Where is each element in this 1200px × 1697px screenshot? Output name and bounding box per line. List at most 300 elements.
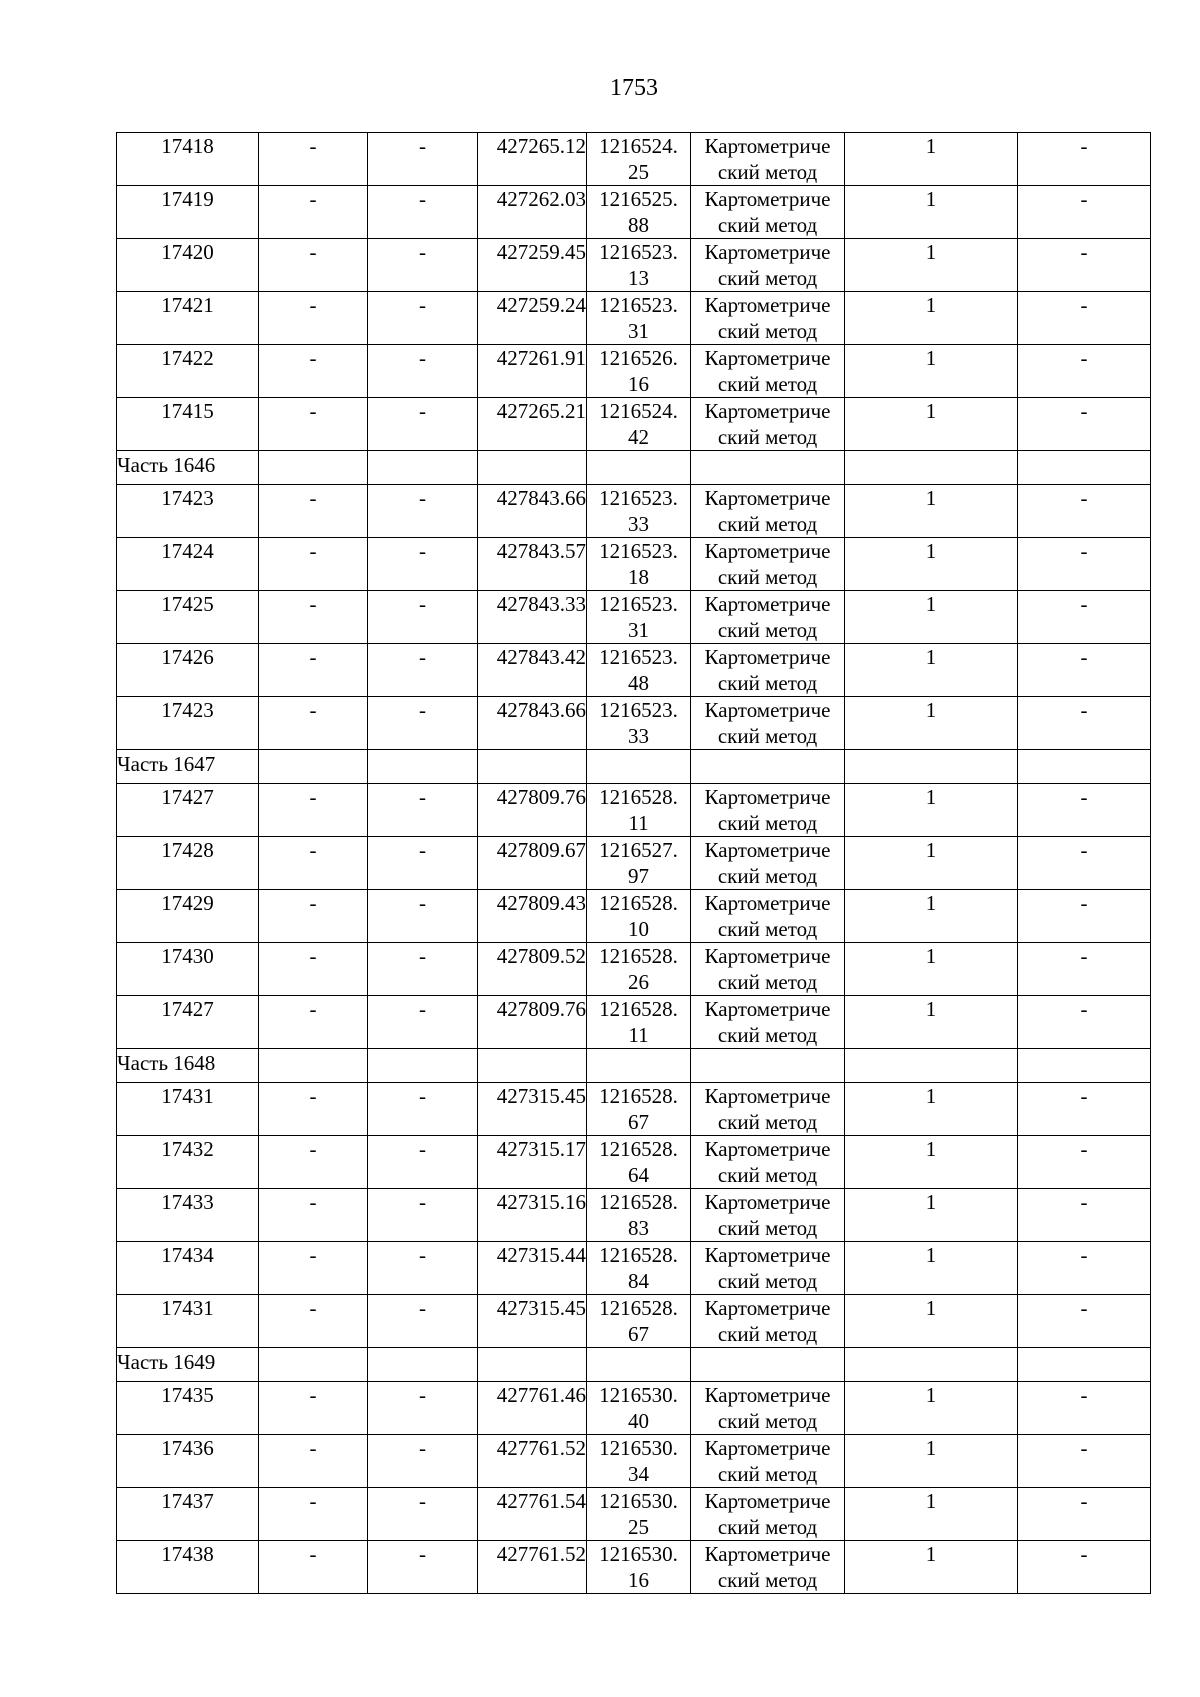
y-coordinate-part1: 1216528. — [599, 1190, 678, 1214]
dash-cell: - — [368, 644, 478, 697]
point-id: 17433 — [117, 1189, 259, 1242]
y-coordinate-part1: 1216527. — [599, 838, 678, 862]
y-coordinate-part2: 25 — [628, 160, 649, 184]
y-coordinate-part2: 67 — [628, 1110, 649, 1134]
dash-cell: - — [368, 398, 478, 451]
dash-cell: - — [368, 133, 478, 186]
point-id: 17434 — [117, 1242, 259, 1295]
y-coordinate-part2: 26 — [628, 970, 649, 994]
method-line-2: ский метод — [717, 1163, 818, 1187]
method-cell — [691, 837, 845, 890]
method-cell — [691, 398, 845, 451]
dash-cell: - — [259, 345, 368, 398]
table-row — [117, 1488, 1151, 1541]
empty-cell — [368, 750, 478, 784]
method-line-2: ский метод — [717, 864, 818, 888]
point-id: 17422 — [117, 345, 259, 398]
x-coordinate: 427315.45 — [478, 1083, 587, 1136]
point-id: 17420 — [117, 239, 259, 292]
y-coordinate — [587, 1136, 691, 1189]
empty-cell — [587, 1348, 691, 1382]
dash-cell: - — [259, 943, 368, 996]
method-line-1: Картометриче — [704, 346, 831, 370]
accuracy-cell: 1 — [845, 1488, 1018, 1541]
method-line-2: ский метод — [717, 1462, 818, 1486]
dash-cell: - — [259, 1083, 368, 1136]
dash-cell: - — [1018, 1382, 1151, 1435]
table-row — [117, 133, 1151, 186]
dash-cell: - — [259, 837, 368, 890]
method-cell — [691, 890, 845, 943]
table-row — [117, 943, 1151, 996]
y-coordinate-part2: 18 — [628, 565, 649, 589]
method-line-1: Картометриче — [704, 645, 831, 669]
dash-cell: - — [368, 837, 478, 890]
dash-cell: - — [368, 186, 478, 239]
method-cell — [691, 1435, 845, 1488]
dash-cell: - — [1018, 538, 1151, 591]
y-coordinate — [587, 1541, 691, 1594]
x-coordinate: 427843.42 — [478, 644, 587, 697]
y-coordinate-part2: 84 — [628, 1269, 649, 1293]
empty-cell — [478, 1049, 587, 1083]
dash-cell: - — [368, 1488, 478, 1541]
accuracy-cell: 1 — [845, 1295, 1018, 1348]
empty-cell — [478, 451, 587, 485]
y-coordinate-part1: 1216523. — [599, 486, 678, 510]
x-coordinate: 427809.43 — [478, 890, 587, 943]
y-coordinate-part2: 48 — [628, 671, 649, 695]
x-coordinate: 427259.24 — [478, 292, 587, 345]
y-coordinate — [587, 133, 691, 186]
table-row — [117, 186, 1151, 239]
table-body — [117, 133, 1151, 1594]
empty-cell — [691, 1049, 845, 1083]
dash-cell: - — [259, 1295, 368, 1348]
dash-cell: - — [259, 292, 368, 345]
x-coordinate: 427259.45 — [478, 239, 587, 292]
dash-cell: - — [1018, 345, 1151, 398]
method-line-1: Картометриче — [704, 1190, 831, 1214]
empty-cell — [368, 1049, 478, 1083]
empty-cell — [259, 1049, 368, 1083]
table-row — [117, 890, 1151, 943]
y-coordinate-part1: 1216528. — [599, 891, 678, 915]
y-coordinate — [587, 1435, 691, 1488]
y-coordinate — [587, 697, 691, 750]
method-line-1: Картометриче — [704, 1542, 831, 1566]
method-line-2: ский метод — [717, 425, 818, 449]
accuracy-cell: 1 — [845, 1242, 1018, 1295]
table-row — [117, 398, 1151, 451]
y-coordinate-part1: 1216524. — [599, 399, 678, 423]
dash-cell: - — [368, 784, 478, 837]
y-coordinate-part2: 16 — [628, 1568, 649, 1592]
empty-cell — [478, 1348, 587, 1382]
point-id: 17427 — [117, 784, 259, 837]
x-coordinate: 427843.66 — [478, 485, 587, 538]
dash-cell: - — [259, 996, 368, 1049]
dash-cell: - — [368, 538, 478, 591]
method-cell — [691, 239, 845, 292]
y-coordinate-part2: 97 — [628, 864, 649, 888]
table-row — [117, 1295, 1151, 1348]
y-coordinate-part1: 1216523. — [599, 293, 678, 317]
method-line-1: Картометриче — [704, 240, 831, 264]
dash-cell: - — [259, 1541, 368, 1594]
x-coordinate: 427809.76 — [478, 784, 587, 837]
method-line-1: Картометриче — [704, 1243, 831, 1267]
dash-cell: - — [368, 1242, 478, 1295]
page-number: 1753 — [610, 75, 658, 101]
y-coordinate-part2: 10 — [628, 917, 649, 941]
y-coordinate — [587, 1382, 691, 1435]
point-id: 17428 — [117, 837, 259, 890]
method-line-2: ский метод — [717, 1110, 818, 1134]
table-row — [117, 1136, 1151, 1189]
part-header-row — [117, 1348, 1151, 1382]
method-cell — [691, 1242, 845, 1295]
method-line-2: ский метод — [717, 970, 818, 994]
accuracy-cell: 1 — [845, 837, 1018, 890]
table-row — [117, 644, 1151, 697]
dash-cell: - — [1018, 996, 1151, 1049]
empty-cell — [691, 750, 845, 784]
method-line-2: ский метод — [717, 671, 818, 695]
dash-cell: - — [1018, 133, 1151, 186]
method-line-1: Картометриче — [704, 486, 831, 510]
dash-cell: - — [259, 890, 368, 943]
empty-cell — [368, 451, 478, 485]
accuracy-cell: 1 — [845, 292, 1018, 345]
point-id: 17425 — [117, 591, 259, 644]
dash-cell: - — [1018, 943, 1151, 996]
accuracy-cell: 1 — [845, 1541, 1018, 1594]
accuracy-cell: 1 — [845, 485, 1018, 538]
table-row — [117, 1189, 1151, 1242]
part-label: Часть 1649 — [117, 1348, 259, 1382]
y-coordinate-part1: 1216528. — [599, 944, 678, 968]
x-coordinate: 427315.45 — [478, 1295, 587, 1348]
method-cell — [691, 1136, 845, 1189]
accuracy-cell: 1 — [845, 133, 1018, 186]
method-cell — [691, 591, 845, 644]
empty-cell — [1018, 1049, 1151, 1083]
table-row — [117, 996, 1151, 1049]
dash-cell: - — [1018, 1083, 1151, 1136]
method-cell — [691, 943, 845, 996]
dash-cell: - — [368, 1382, 478, 1435]
method-line-1: Картометриче — [704, 399, 831, 423]
dash-cell: - — [368, 292, 478, 345]
point-id: 17431 — [117, 1083, 259, 1136]
dash-cell: - — [1018, 1435, 1151, 1488]
dash-cell: - — [259, 1242, 368, 1295]
method-line-2: ский метод — [717, 618, 818, 642]
dash-cell: - — [259, 1136, 368, 1189]
y-coordinate-part2: 83 — [628, 1216, 649, 1240]
dash-cell: - — [368, 1295, 478, 1348]
method-cell — [691, 1541, 845, 1594]
point-id: 17427 — [117, 996, 259, 1049]
y-coordinate-part1: 1216528. — [599, 1243, 678, 1267]
y-coordinate — [587, 292, 691, 345]
method-line-2: ский метод — [717, 1568, 818, 1592]
empty-cell — [259, 451, 368, 485]
point-id: 17423 — [117, 697, 259, 750]
method-line-2: ский метод — [717, 266, 818, 290]
dash-cell: - — [368, 1541, 478, 1594]
y-coordinate-part2: 40 — [628, 1409, 649, 1433]
dash-cell: - — [1018, 697, 1151, 750]
empty-cell — [259, 1348, 368, 1382]
point-id: 17431 — [117, 1295, 259, 1348]
dash-cell: - — [1018, 1295, 1151, 1348]
y-coordinate-part1: 1216523. — [599, 539, 678, 563]
y-coordinate — [587, 1242, 691, 1295]
y-coordinate-part2: 33 — [628, 512, 649, 536]
y-coordinate-part1: 1216523. — [599, 698, 678, 722]
dash-cell: - — [259, 1189, 368, 1242]
point-id: 17432 — [117, 1136, 259, 1189]
method-cell — [691, 1382, 845, 1435]
method-line-2: ский метод — [717, 1409, 818, 1433]
x-coordinate: 427761.46 — [478, 1382, 587, 1435]
method-line-2: ский метод — [717, 160, 818, 184]
empty-cell — [845, 1348, 1018, 1382]
dash-cell: - — [259, 398, 368, 451]
method-line-2: ский метод — [717, 319, 818, 343]
y-coordinate — [587, 591, 691, 644]
table-row — [117, 1382, 1151, 1435]
method-cell — [691, 345, 845, 398]
x-coordinate: 427761.54 — [478, 1488, 587, 1541]
method-line-2: ский метод — [717, 1216, 818, 1240]
method-line-2: ский метод — [717, 565, 818, 589]
dash-cell: - — [368, 1189, 478, 1242]
method-line-1: Картометриче — [704, 293, 831, 317]
point-id: 17437 — [117, 1488, 259, 1541]
method-line-2: ский метод — [717, 917, 818, 941]
method-line-1: Картометриче — [704, 539, 831, 563]
y-coordinate-part2: 25 — [628, 1515, 649, 1539]
y-coordinate — [587, 996, 691, 1049]
method-line-2: ский метод — [717, 1515, 818, 1539]
dash-cell: - — [259, 697, 368, 750]
dash-cell: - — [259, 538, 368, 591]
dash-cell: - — [368, 239, 478, 292]
y-coordinate-part1: 1216530. — [599, 1383, 678, 1407]
y-coordinate — [587, 1083, 691, 1136]
method-line-2: ский метод — [717, 512, 818, 536]
dash-cell: - — [368, 1136, 478, 1189]
y-coordinate — [587, 784, 691, 837]
x-coordinate: 427761.52 — [478, 1541, 587, 1594]
dash-cell: - — [1018, 1189, 1151, 1242]
y-coordinate-part1: 1216530. — [599, 1542, 678, 1566]
accuracy-cell: 1 — [845, 1136, 1018, 1189]
method-line-1: Картометриче — [704, 944, 831, 968]
accuracy-cell: 1 — [845, 996, 1018, 1049]
method-line-2: ский метод — [717, 811, 818, 835]
dash-cell: - — [1018, 1488, 1151, 1541]
empty-cell — [478, 750, 587, 784]
empty-cell — [845, 451, 1018, 485]
x-coordinate: 427315.16 — [478, 1189, 587, 1242]
y-coordinate-part2: 11 — [628, 811, 649, 835]
y-coordinate — [587, 485, 691, 538]
method-cell — [691, 1295, 845, 1348]
empty-cell — [845, 750, 1018, 784]
method-line-1: Картометриче — [704, 1436, 831, 1460]
method-cell — [691, 186, 845, 239]
part-label: Часть 1646 — [117, 451, 259, 485]
empty-cell — [1018, 1348, 1151, 1382]
dash-cell: - — [1018, 890, 1151, 943]
method-line-1: Картометриче — [704, 1383, 831, 1407]
dash-cell: - — [368, 1435, 478, 1488]
x-coordinate: 427761.52 — [478, 1435, 587, 1488]
accuracy-cell: 1 — [845, 345, 1018, 398]
x-coordinate: 427315.17 — [478, 1136, 587, 1189]
dash-cell: - — [259, 644, 368, 697]
point-id: 17430 — [117, 943, 259, 996]
y-coordinate-part1: 1216523. — [599, 240, 678, 264]
dash-cell: - — [1018, 837, 1151, 890]
y-coordinate-part2: 31 — [628, 618, 649, 642]
dash-cell: - — [1018, 1541, 1151, 1594]
dash-cell: - — [368, 485, 478, 538]
method-line-2: ский метод — [717, 1023, 818, 1047]
y-coordinate — [587, 345, 691, 398]
y-coordinate — [587, 1488, 691, 1541]
accuracy-cell: 1 — [845, 1382, 1018, 1435]
method-line-1: Картометриче — [704, 698, 831, 722]
point-id: 17424 — [117, 538, 259, 591]
accuracy-cell: 1 — [845, 239, 1018, 292]
y-coordinate-part2: 88 — [628, 213, 649, 237]
y-coordinate — [587, 186, 691, 239]
point-id: 17436 — [117, 1435, 259, 1488]
table-row — [117, 485, 1151, 538]
dash-cell: - — [1018, 784, 1151, 837]
x-coordinate: 427265.21 — [478, 398, 587, 451]
y-coordinate — [587, 837, 691, 890]
method-cell — [691, 1488, 845, 1541]
dash-cell: - — [1018, 292, 1151, 345]
dash-cell: - — [368, 890, 478, 943]
part-label: Часть 1647 — [117, 750, 259, 784]
y-coordinate-part1: 1216528. — [599, 1084, 678, 1108]
dash-cell: - — [259, 133, 368, 186]
table-row — [117, 1242, 1151, 1295]
method-line-1: Картометриче — [704, 592, 831, 616]
method-cell — [691, 644, 845, 697]
y-coordinate-part2: 11 — [628, 1023, 649, 1047]
method-line-2: ский метод — [717, 1269, 818, 1293]
dash-cell: - — [259, 1488, 368, 1541]
dash-cell: - — [259, 186, 368, 239]
point-id: 17435 — [117, 1382, 259, 1435]
y-coordinate-part2: 13 — [628, 266, 649, 290]
accuracy-cell: 1 — [845, 1189, 1018, 1242]
dash-cell: - — [259, 591, 368, 644]
accuracy-cell: 1 — [845, 890, 1018, 943]
accuracy-cell: 1 — [845, 943, 1018, 996]
dash-cell: - — [1018, 485, 1151, 538]
method-cell — [691, 133, 845, 186]
part-header-row — [117, 451, 1151, 485]
method-line-1: Картометриче — [704, 997, 831, 1021]
y-coordinate-part2: 64 — [628, 1163, 649, 1187]
point-id: 17423 — [117, 485, 259, 538]
method-line-1: Картометриче — [704, 134, 831, 158]
table-row — [117, 1541, 1151, 1594]
dash-cell: - — [1018, 239, 1151, 292]
y-coordinate-part1: 1216523. — [599, 645, 678, 669]
table-row — [117, 1435, 1151, 1488]
empty-cell — [368, 1348, 478, 1382]
table-row — [117, 697, 1151, 750]
method-cell — [691, 292, 845, 345]
method-line-2: ский метод — [717, 1322, 818, 1346]
accuracy-cell: 1 — [845, 644, 1018, 697]
part-header-row — [117, 1049, 1151, 1083]
y-coordinate — [587, 1189, 691, 1242]
y-coordinate — [587, 1295, 691, 1348]
accuracy-cell: 1 — [845, 697, 1018, 750]
y-coordinate-part1: 1216528. — [599, 1296, 678, 1320]
empty-cell — [587, 451, 691, 485]
dash-cell: - — [368, 996, 478, 1049]
x-coordinate: 427843.57 — [478, 538, 587, 591]
empty-cell — [587, 1049, 691, 1083]
part-label: Часть 1648 — [117, 1049, 259, 1083]
method-line-1: Картометриче — [704, 838, 831, 862]
part-header-row — [117, 750, 1151, 784]
empty-cell — [1018, 451, 1151, 485]
method-line-1: Картометриче — [704, 1137, 831, 1161]
table-row — [117, 837, 1151, 890]
y-coordinate-part1: 1216528. — [599, 1137, 678, 1161]
y-coordinate — [587, 644, 691, 697]
y-coordinate-part1: 1216530. — [599, 1489, 678, 1513]
table-row — [117, 345, 1151, 398]
y-coordinate-part1: 1216528. — [599, 997, 678, 1021]
y-coordinate-part2: 31 — [628, 319, 649, 343]
method-line-1: Картометриче — [704, 1296, 831, 1320]
dash-cell: - — [368, 943, 478, 996]
accuracy-cell: 1 — [845, 591, 1018, 644]
y-coordinate — [587, 943, 691, 996]
y-coordinate-part1: 1216528. — [599, 785, 678, 809]
x-coordinate: 427809.76 — [478, 996, 587, 1049]
method-line-2: ский метод — [717, 724, 818, 748]
y-coordinate-part1: 1216525. — [599, 187, 678, 211]
y-coordinate-part2: 16 — [628, 372, 649, 396]
method-line-1: Картометриче — [704, 187, 831, 211]
empty-cell — [691, 1348, 845, 1382]
dash-cell: - — [1018, 1242, 1151, 1295]
x-coordinate: 427843.33 — [478, 591, 587, 644]
empty-cell — [1018, 750, 1151, 784]
point-id: 17418 — [117, 133, 259, 186]
empty-cell — [691, 451, 845, 485]
y-coordinate — [587, 398, 691, 451]
method-cell — [691, 1083, 845, 1136]
method-line-1: Картометриче — [704, 1489, 831, 1513]
y-coordinate-part1: 1216524. — [599, 134, 678, 158]
